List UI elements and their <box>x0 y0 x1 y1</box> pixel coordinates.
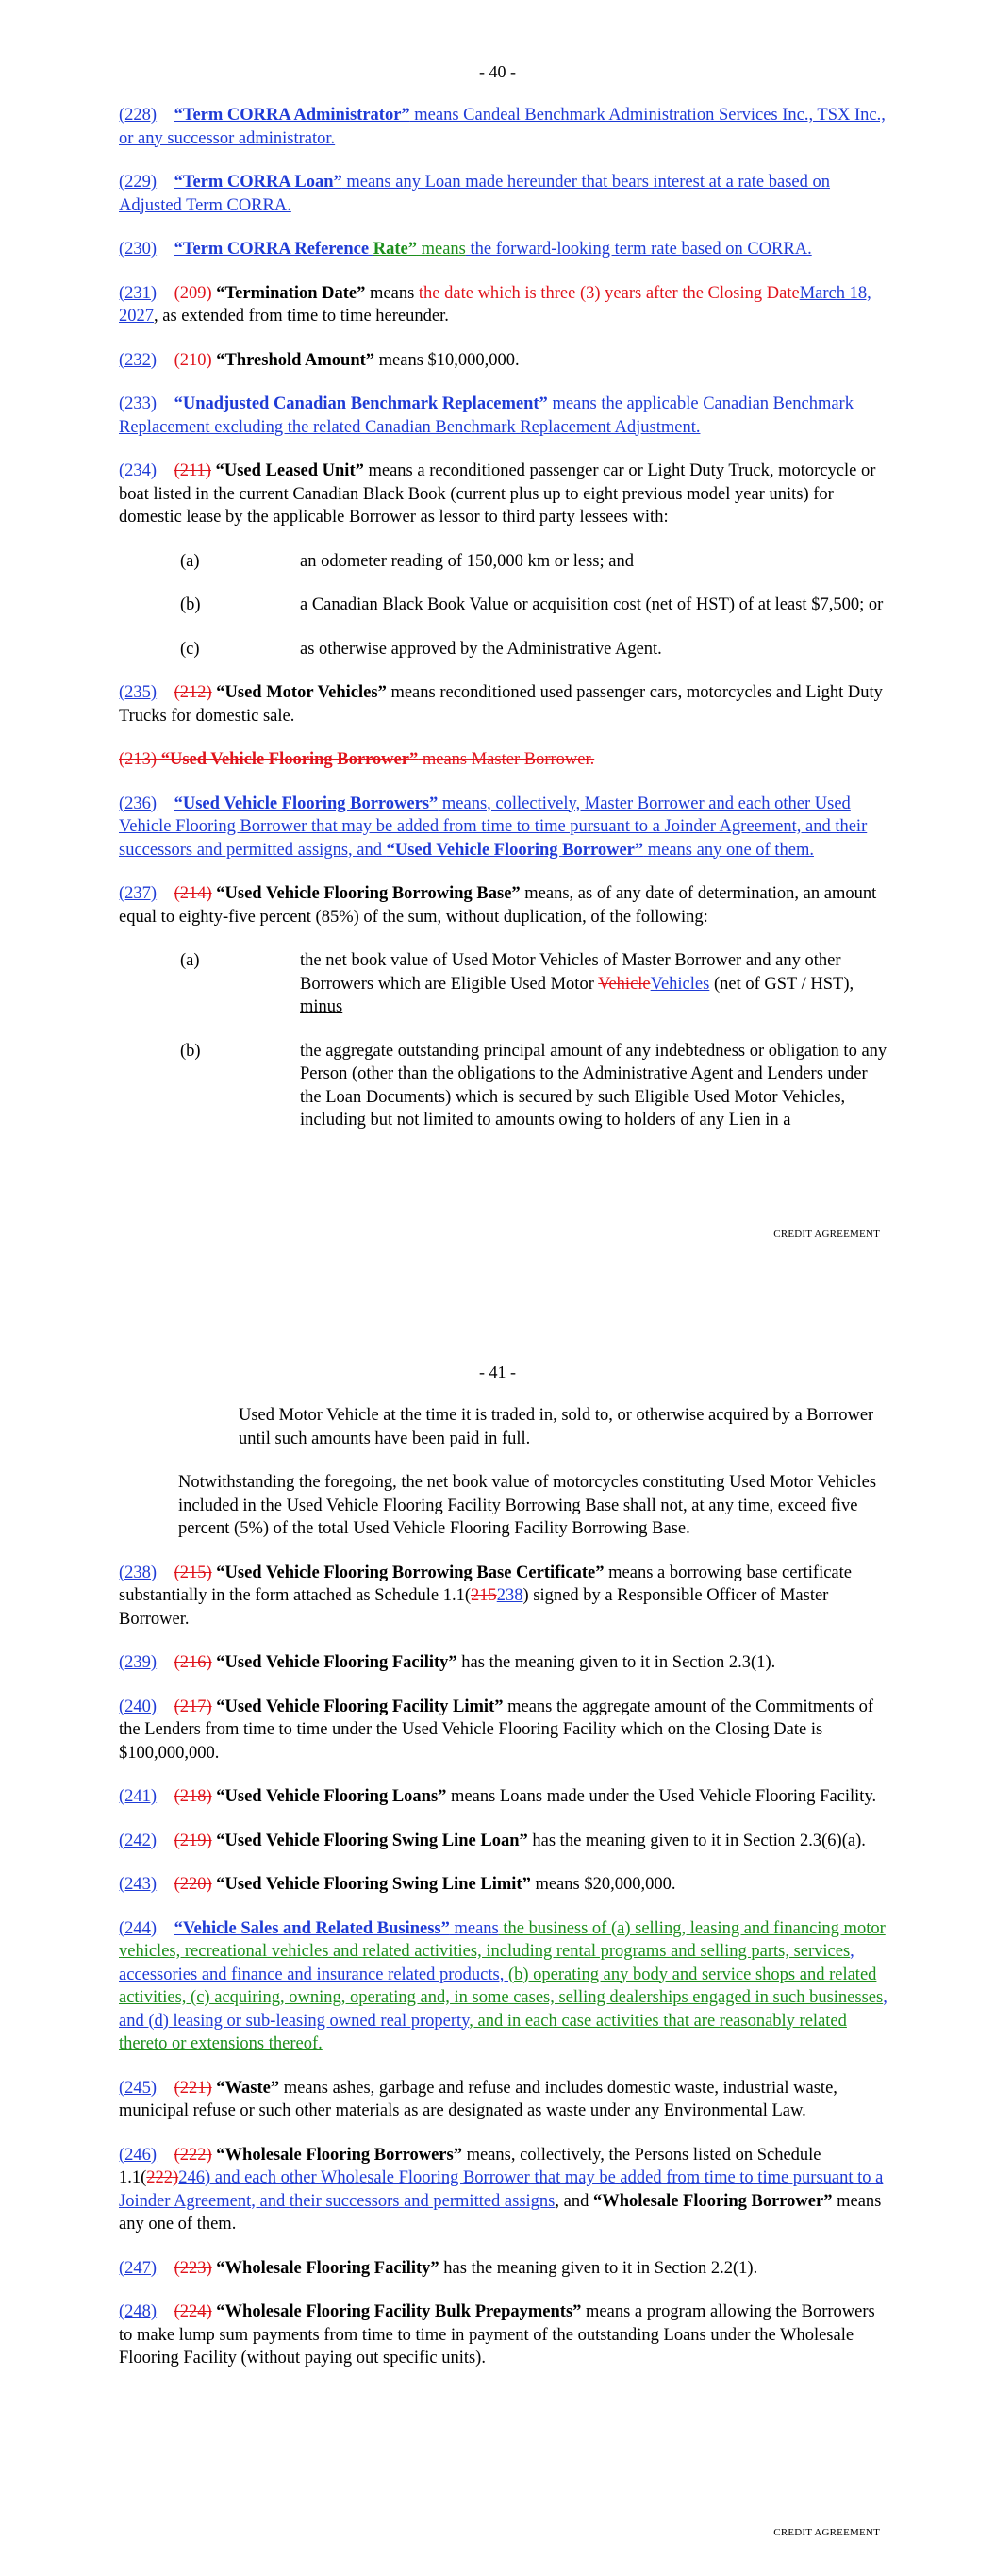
sub-item-text: an odometer reading of 150,000 km or less; and <box>300 551 634 571</box>
definition-228 <box>119 104 889 150</box>
sub-item-label: (a) <box>180 951 200 970</box>
moved-text: the business of (a) selling, leasing and financing motor vehicles, recreational vehicles and related activities, including rental programs and selling parts, services <box>119 1918 886 1961</box>
definition-247 <box>119 2257 889 2281</box>
defined-term: “Waste” <box>211 2078 280 2098</box>
definition-text: means the aggregate amount of the Commitments of the Lenders from time to time under the Used Vehicle Flooring Facility which on the Closing Date is $100,000,000. <box>119 1697 873 1763</box>
definition-237 <box>119 882 889 928</box>
inserted-number: (231) <box>119 283 158 303</box>
defined-term: “Used Vehicle Flooring Borrowers” <box>174 794 439 813</box>
deleted-number: (220) <box>174 1875 212 1894</box>
definition-233 <box>119 393 889 439</box>
deleted-number: (209) <box>174 283 212 303</box>
definition-text: the forward-looking term rate based on CORRA. <box>465 240 812 259</box>
deleted-number: (212) <box>174 683 212 702</box>
deleted-number: (218) <box>174 1787 212 1806</box>
definition-text: means a borrowing base certificate substantially in the form attached as Schedule 1.1( <box>119 1563 852 1605</box>
defined-term: “Used Vehicle Flooring Facility” <box>211 1653 457 1672</box>
sub-item-label: (b) <box>180 595 201 614</box>
definition-text: means reconditioned used passenger cars, motorcycles and Light Duty Trucks for domestic sale. <box>119 683 883 726</box>
definition-text: means Loans made under the Used Vehicle Flooring Facility. <box>446 1787 877 1806</box>
deleted-number: (217) <box>174 1697 212 1716</box>
defined-term: “Term CORRA Reference <box>174 240 373 259</box>
definition-248 <box>119 2300 889 2370</box>
definition-text: means $10,000,000. <box>374 350 520 370</box>
definition-text: means any one of them. <box>119 2191 882 2233</box>
deleted-number: (224) <box>174 2302 212 2321</box>
defined-term: “Used Vehicle Flooring Facility Limit” <box>211 1697 504 1716</box>
deleted-text: the date which is three (3) years after the Closing Date <box>418 283 800 303</box>
definition-229 <box>119 171 889 217</box>
page-number: - 41 - <box>479 1363 516 1381</box>
inserted-number: (236) <box>119 794 158 813</box>
inserted-text: 246) and each other Wholesale Flooring Borrower that may be added from time to time pursuant to a Joinder Agreement, and their successors and permitted assigns <box>119 2168 884 2211</box>
definition-239 <box>119 1651 889 1675</box>
moved-term: Rate” <box>373 240 417 259</box>
defined-term: “Used Vehicle Flooring Swing Line Limit” <box>211 1875 531 1894</box>
deleted-number: (216) <box>174 1653 212 1672</box>
definition-text: means, as of any date of determination, an amount equal to eighty-five percent (85%) of the sum, without duplication, of the following: <box>119 884 877 927</box>
sub-item-label: (b) <box>180 1041 201 1061</box>
page-footer: CREDIT AGREEMENT <box>773 2527 880 2538</box>
definition-246 <box>119 2144 889 2236</box>
deleted-text: means Master Borrower. <box>418 750 595 769</box>
inserted-text: March 18, 2027 <box>119 283 871 326</box>
sub-item-a <box>180 550 889 574</box>
deleted-number: (214) <box>174 884 212 903</box>
moved-text: (b) operating any body and service shops and related activities, (c) acquiring, owning, operating and, in some cases, selling dealerships engaged in such businesses <box>119 1965 884 2007</box>
inserted-number: (228) <box>119 106 158 125</box>
defined-term: “Vehicle Sales and Related Business” <box>174 1918 450 1938</box>
sub-item-text: as otherwise approved by the Administrative Agent. <box>300 639 662 659</box>
sub-item-a <box>180 949 889 1019</box>
definition-text: means a program allowing the Borrowers to make lump sum payments from time to time in payment of the outstanding Loans under the Wholesale Flooring Facility (without paying out specific units). <box>119 2302 875 2367</box>
deleted-definition-213 <box>119 748 889 772</box>
definition-232 <box>119 349 889 373</box>
sub-item-c <box>180 638 889 661</box>
definition-242 <box>119 1830 889 1853</box>
notwithstanding-paragraph: Notwithstanding the foregoing, the net book value of motorcycles constituting Used Motor Vehicles included in the Used Vehicle Flooring Facility Borrowing Base shall not, at any time, exceed five percent (5%) of the total Used Vehicle Flooring Facility Borrowing Base. <box>178 1473 877 1538</box>
definition-234 <box>119 460 889 529</box>
inserted-number: (247) <box>119 2258 158 2278</box>
definition-text: means ashes, garbage and refuse and includes domestic waste, industrial waste, municipal refuse or such other materials as are designated as waste under any Environmental Law. <box>119 2078 837 2120</box>
sub-item-text: the aggregate outstanding principal amount of any indebtedness or obligation to any Person (other than the obligations to the Administrative Agent and Lenders under the Loan Documents) which is secured by such Eligible Used Motor Vehicles, including but not limited to amounts owing to holders of any Lien in a <box>300 1041 887 1129</box>
inserted-text: , accessories and finance and insurance related products, <box>119 1942 854 1984</box>
inserted-text: , and (d) leasing or sub-leasing owned real property <box>119 1988 887 2031</box>
definition-text: means the applicable Canadian Benchmark Replacement excluding the related Canadian Benchmark Replacement Adjustment. <box>119 394 854 437</box>
definition-244 <box>119 1917 889 2056</box>
inserted-number: (235) <box>119 683 158 702</box>
inserted-number: (242) <box>119 1831 158 1850</box>
defined-term: “Unadjusted Canadian Benchmark Replacement” <box>174 394 548 413</box>
defined-term: “Used Motor Vehicles” <box>211 683 387 702</box>
inserted-number: (230) <box>119 240 158 259</box>
defined-term: “Wholesale Flooring Borrower” <box>592 2191 833 2211</box>
inserted-text: 238 <box>496 1586 523 1605</box>
definition-230 <box>119 238 889 261</box>
defined-term: “Wholesale Flooring Facility Bulk Prepayments” <box>211 2302 582 2321</box>
deleted-term: “Used Vehicle Flooring Borrower” <box>157 750 419 769</box>
deleted-number: (223) <box>174 2258 212 2278</box>
inserted-number: (243) <box>119 1875 158 1894</box>
minus-word: minus <box>300 997 343 1016</box>
page-41 <box>0 1293 995 2576</box>
inserted-number: (240) <box>119 1697 158 1716</box>
definition-text: , as extended from time to time hereunder. <box>154 307 449 326</box>
inserted-number: (229) <box>119 173 158 192</box>
definition-238 <box>119 1562 889 1631</box>
defined-term: “Used Leased Unit” <box>210 461 364 480</box>
inserted-number: (248) <box>119 2302 158 2321</box>
definition-text: means <box>365 283 419 303</box>
defined-term: “Used Vehicle Flooring Loans” <box>211 1787 447 1806</box>
defined-term: “Threshold Amount” <box>211 350 375 370</box>
inserted-number: (244) <box>119 1918 158 1938</box>
inserted-number: (245) <box>119 2078 158 2098</box>
moved-text: means <box>416 240 466 259</box>
definition-text: has the meaning given to it in Section 2.3(1). <box>456 1653 776 1672</box>
sub-item-text: (net of GST / HST), <box>709 974 854 994</box>
definition-text: means a reconditioned passenger car or Light Duty Truck, motorcycle or boat listed in the current Canadian Black Book (current plus up to eight previous model year units) for domestic lease by the applicable Borrower as lessor to third party lessees with: <box>119 461 876 527</box>
definitions-list <box>119 104 889 1153</box>
defined-term: “Wholesale Flooring Borrowers” <box>211 2145 462 2165</box>
deleted-text: 222) <box>146 2168 179 2187</box>
inserted-number: (233) <box>119 394 158 413</box>
inserted-number: (241) <box>119 1787 158 1806</box>
defined-term: “Term CORRA Loan” <box>174 173 342 192</box>
definition-236 <box>119 793 889 862</box>
deleted-number: (221) <box>174 2078 212 2098</box>
definition-text: has the meaning given to it in Section 2.3(6)(a). <box>527 1831 866 1850</box>
defined-term: “Termination Date” <box>211 283 366 303</box>
inserted-number: (237) <box>119 884 158 903</box>
deleted-number: (210) <box>174 350 212 370</box>
sub-item-b <box>180 594 889 617</box>
definition-text: means, collectively, the Persons listed on Schedule 1.1( <box>119 2145 821 2187</box>
inserted-number: (238) <box>119 1563 158 1582</box>
defined-term: “Used Vehicle Flooring Swing Line Loan” <box>211 1831 528 1850</box>
inserted-text: means <box>449 1918 499 1938</box>
definition-235 <box>119 681 889 728</box>
definition-text: means $20,000,000. <box>530 1875 676 1894</box>
deleted-text: 215 <box>470 1586 497 1605</box>
definition-243 <box>119 1873 889 1897</box>
inserted-number: (234) <box>119 461 158 480</box>
defined-term: “Wholesale Flooring Facility” <box>211 2258 439 2278</box>
sub-item-b-continued: Used Motor Vehicle at the time it is traded in, sold to, or otherwise acquired by a Borrower until such amounts have been paid in full. <box>239 1406 874 1448</box>
defined-term: “Term CORRA Administrator” <box>174 106 410 125</box>
sub-item-text: the net book value of Used Motor Vehicles of Master Borrower and any other Borrowers which are Eligible Used Motor <box>300 951 841 994</box>
moved-text: , and in each case activities that are reasonably related thereto or extensions thereof. <box>119 2011 847 2053</box>
definition-text: has the meaning given to it in Section 2.2(1). <box>439 2258 758 2278</box>
defined-term: “Used Vehicle Flooring Borrower” <box>386 840 644 860</box>
inserted-number: (246) <box>119 2145 158 2165</box>
page-footer: CREDIT AGREEMENT <box>773 1229 880 1240</box>
definition-245 <box>119 2077 889 2123</box>
inserted-number: (239) <box>119 1653 158 1672</box>
definitions-list <box>119 1404 889 2391</box>
sub-item-text: a Canadian Black Book Value or acquisition cost (net of HST) of at least $7,500; or <box>300 595 884 614</box>
definition-text: means any Loan made hereunder that bears interest at a rate based on Adjusted Term CORRA. <box>119 173 831 215</box>
definition-241 <box>119 1785 889 1809</box>
definition-text: means Candeal Benchmark Administration Services Inc., TSX Inc., or any successor administrator. <box>119 106 886 148</box>
deleted-number: (222) <box>174 2145 212 2165</box>
deleted-number: (211) <box>174 461 211 480</box>
deleted-number: (219) <box>174 1831 212 1850</box>
sub-item-label: (a) <box>180 551 200 571</box>
definition-text: means, collectively, Master Borrower and each other Used Vehicle Flooring Borrower that may be added from time to time pursuant to a Joinder Agreement, and their successors and permitted assigns, and <box>119 794 868 860</box>
page-number: - 40 - <box>479 62 516 81</box>
definition-text: means any one of them. <box>643 840 814 860</box>
definition-text: ) signed by a Responsible Officer of Master Borrower. <box>119 1586 829 1629</box>
definition-231 <box>119 282 889 328</box>
deleted-number: (215) <box>174 1563 212 1582</box>
deleted-text: Vehicle <box>598 974 651 994</box>
sub-item-b <box>180 1040 889 1132</box>
deleted-number: (213) <box>119 750 158 769</box>
definition-text: , and <box>555 2191 593 2211</box>
defined-term: “Used Vehicle Flooring Borrowing Base” <box>211 884 521 903</box>
definition-240 <box>119 1696 889 1765</box>
inserted-number: (232) <box>119 350 158 370</box>
inserted-text: Vehicles <box>650 974 710 994</box>
sub-item-label: (c) <box>180 639 200 659</box>
defined-term: “Used Vehicle Flooring Borrowing Base Certificate” <box>211 1563 605 1582</box>
